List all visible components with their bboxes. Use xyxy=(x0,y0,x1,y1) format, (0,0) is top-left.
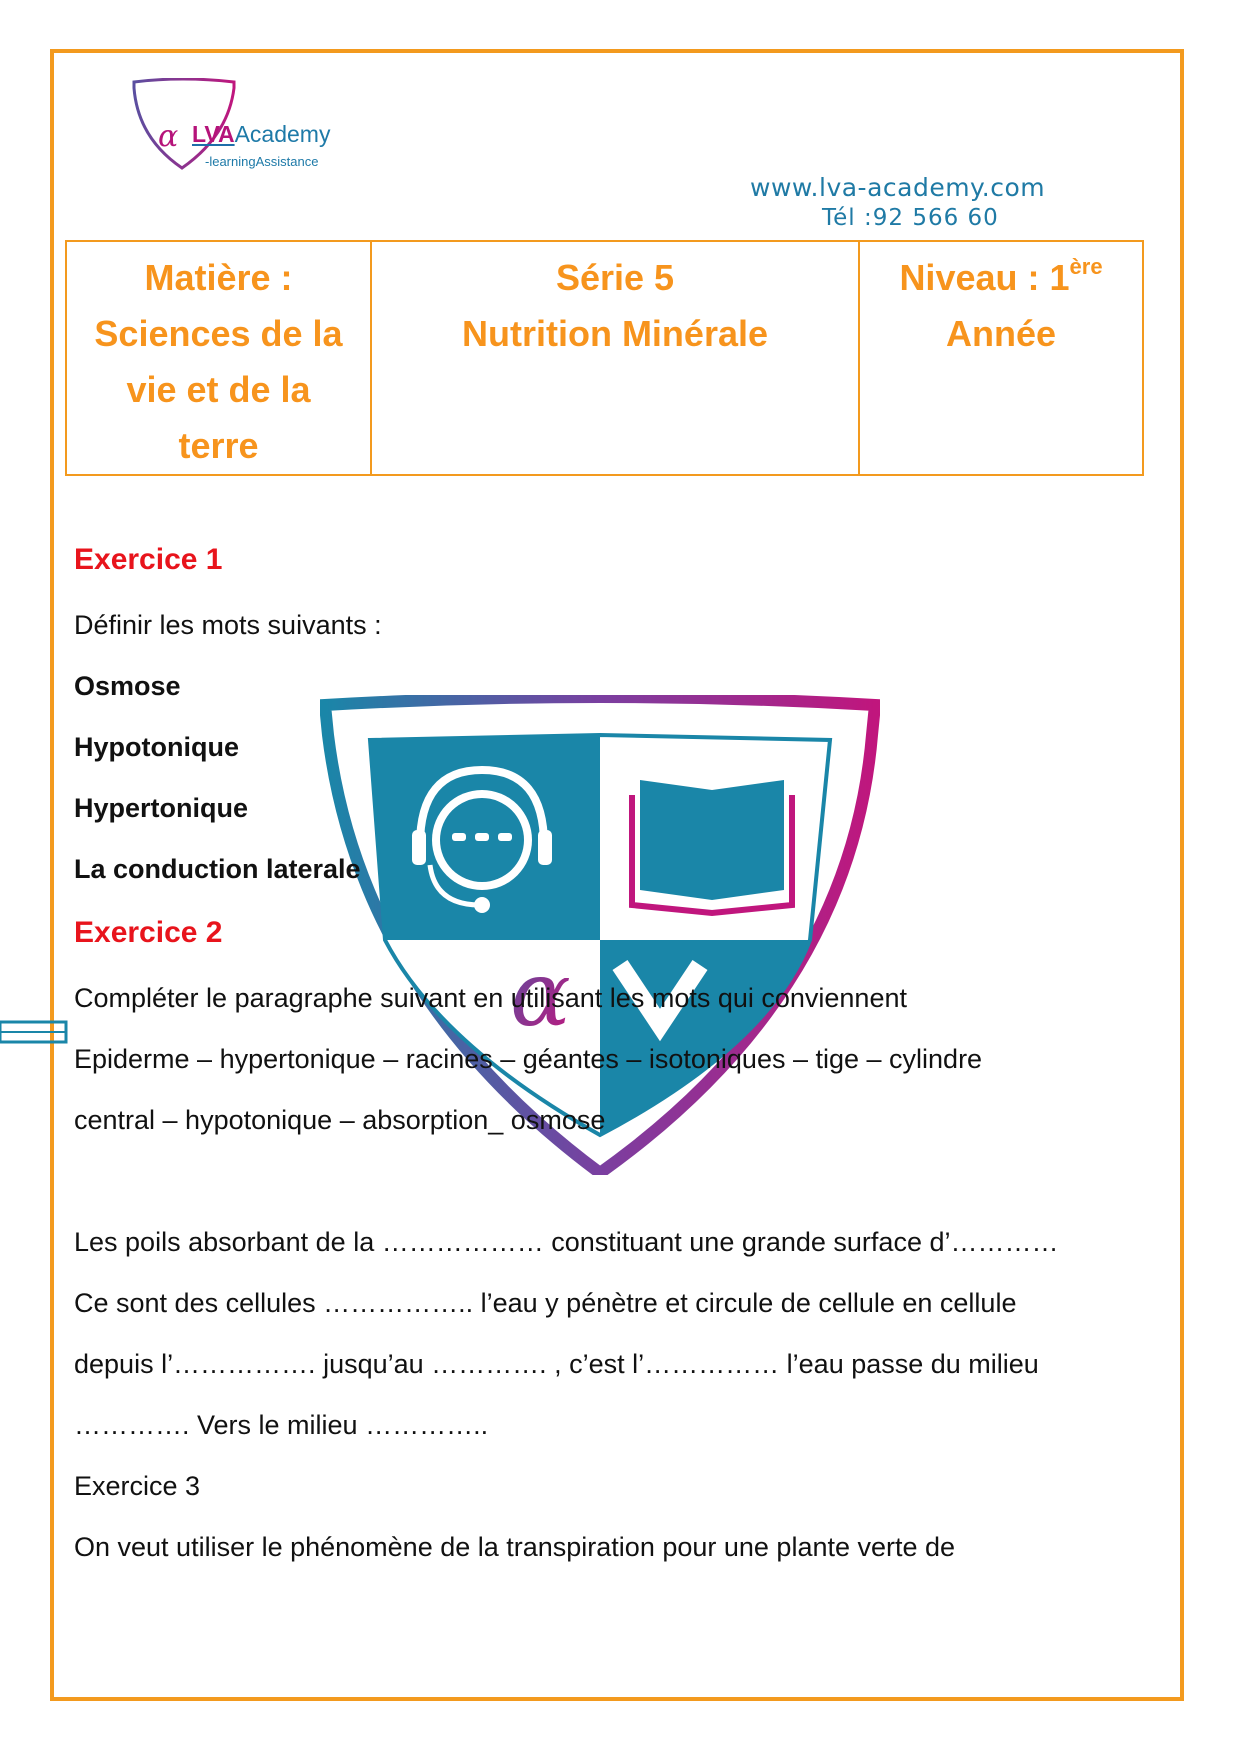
logo-name: LVAAcademy xyxy=(192,121,331,147)
series-number: Série 5 xyxy=(555,257,675,298)
exercise-1-title: Exercice 1 xyxy=(74,543,223,576)
paragraph-line-1: Les poils absorbant de la ……………… constituant une grande surface d’………… xyxy=(74,1227,1059,1257)
paragraph-line-4: …………. Vers le milieu ………….. xyxy=(74,1410,489,1440)
logo-tagline: -learningAssistance xyxy=(205,154,319,169)
side-bookmark-icon xyxy=(0,1020,68,1044)
header-table xyxy=(65,240,1144,476)
paragraph-line-2: Ce sont des cellules …………….. l’eau y pénètre et circule de cellule en cellule xyxy=(74,1288,1017,1318)
subject-cell: Matière : Sciences de la vie et de la terre xyxy=(66,241,371,475)
term-conduction-laterale: La conduction laterale xyxy=(74,854,361,884)
exercise-1-instruction: Définir les mots suivants : xyxy=(74,610,382,640)
svg-text:α: α xyxy=(510,942,571,1047)
series-cell xyxy=(371,241,859,475)
term-hypertonique: Hypertonique xyxy=(74,793,249,823)
word-list-line-1: Epiderme – hypertonique – racines – géantes – isotoniques – tige – cylindre xyxy=(74,1044,983,1074)
lva-academy-logo xyxy=(130,78,360,178)
exercise-2-title: Exercice 2 xyxy=(74,916,223,949)
chapter-title: Nutrition Minérale xyxy=(461,313,769,354)
term-osmose: Osmose xyxy=(74,671,181,701)
exercise-3-title: Exercice 3 xyxy=(74,1471,201,1501)
logo-alpha: α xyxy=(158,119,179,154)
word-list-line-2: central – hypotonique – absorption_ osmose xyxy=(74,1105,606,1135)
level-cell: Niveau : 1ère Année xyxy=(859,241,1143,475)
exercise-2-instruction: Compléter le paragraphe suivant en utilisant les mots qui conviennent xyxy=(74,983,907,1013)
paragraph-line-3: depuis l’……………. jusqu’au …………. , c’est l’…………… l’eau passe du milieu xyxy=(74,1349,1039,1379)
exercise-3-text: On veut utiliser le phénomène de la transpiration pour une plante verte de xyxy=(74,1532,956,1562)
website-link[interactable]: www.lva-academy.com xyxy=(750,173,1046,202)
watermark-shield-icon xyxy=(320,695,880,1175)
term-hypotonique: Hypotonique xyxy=(74,732,239,762)
phone-number: Tél :92 566 60 xyxy=(822,205,999,231)
